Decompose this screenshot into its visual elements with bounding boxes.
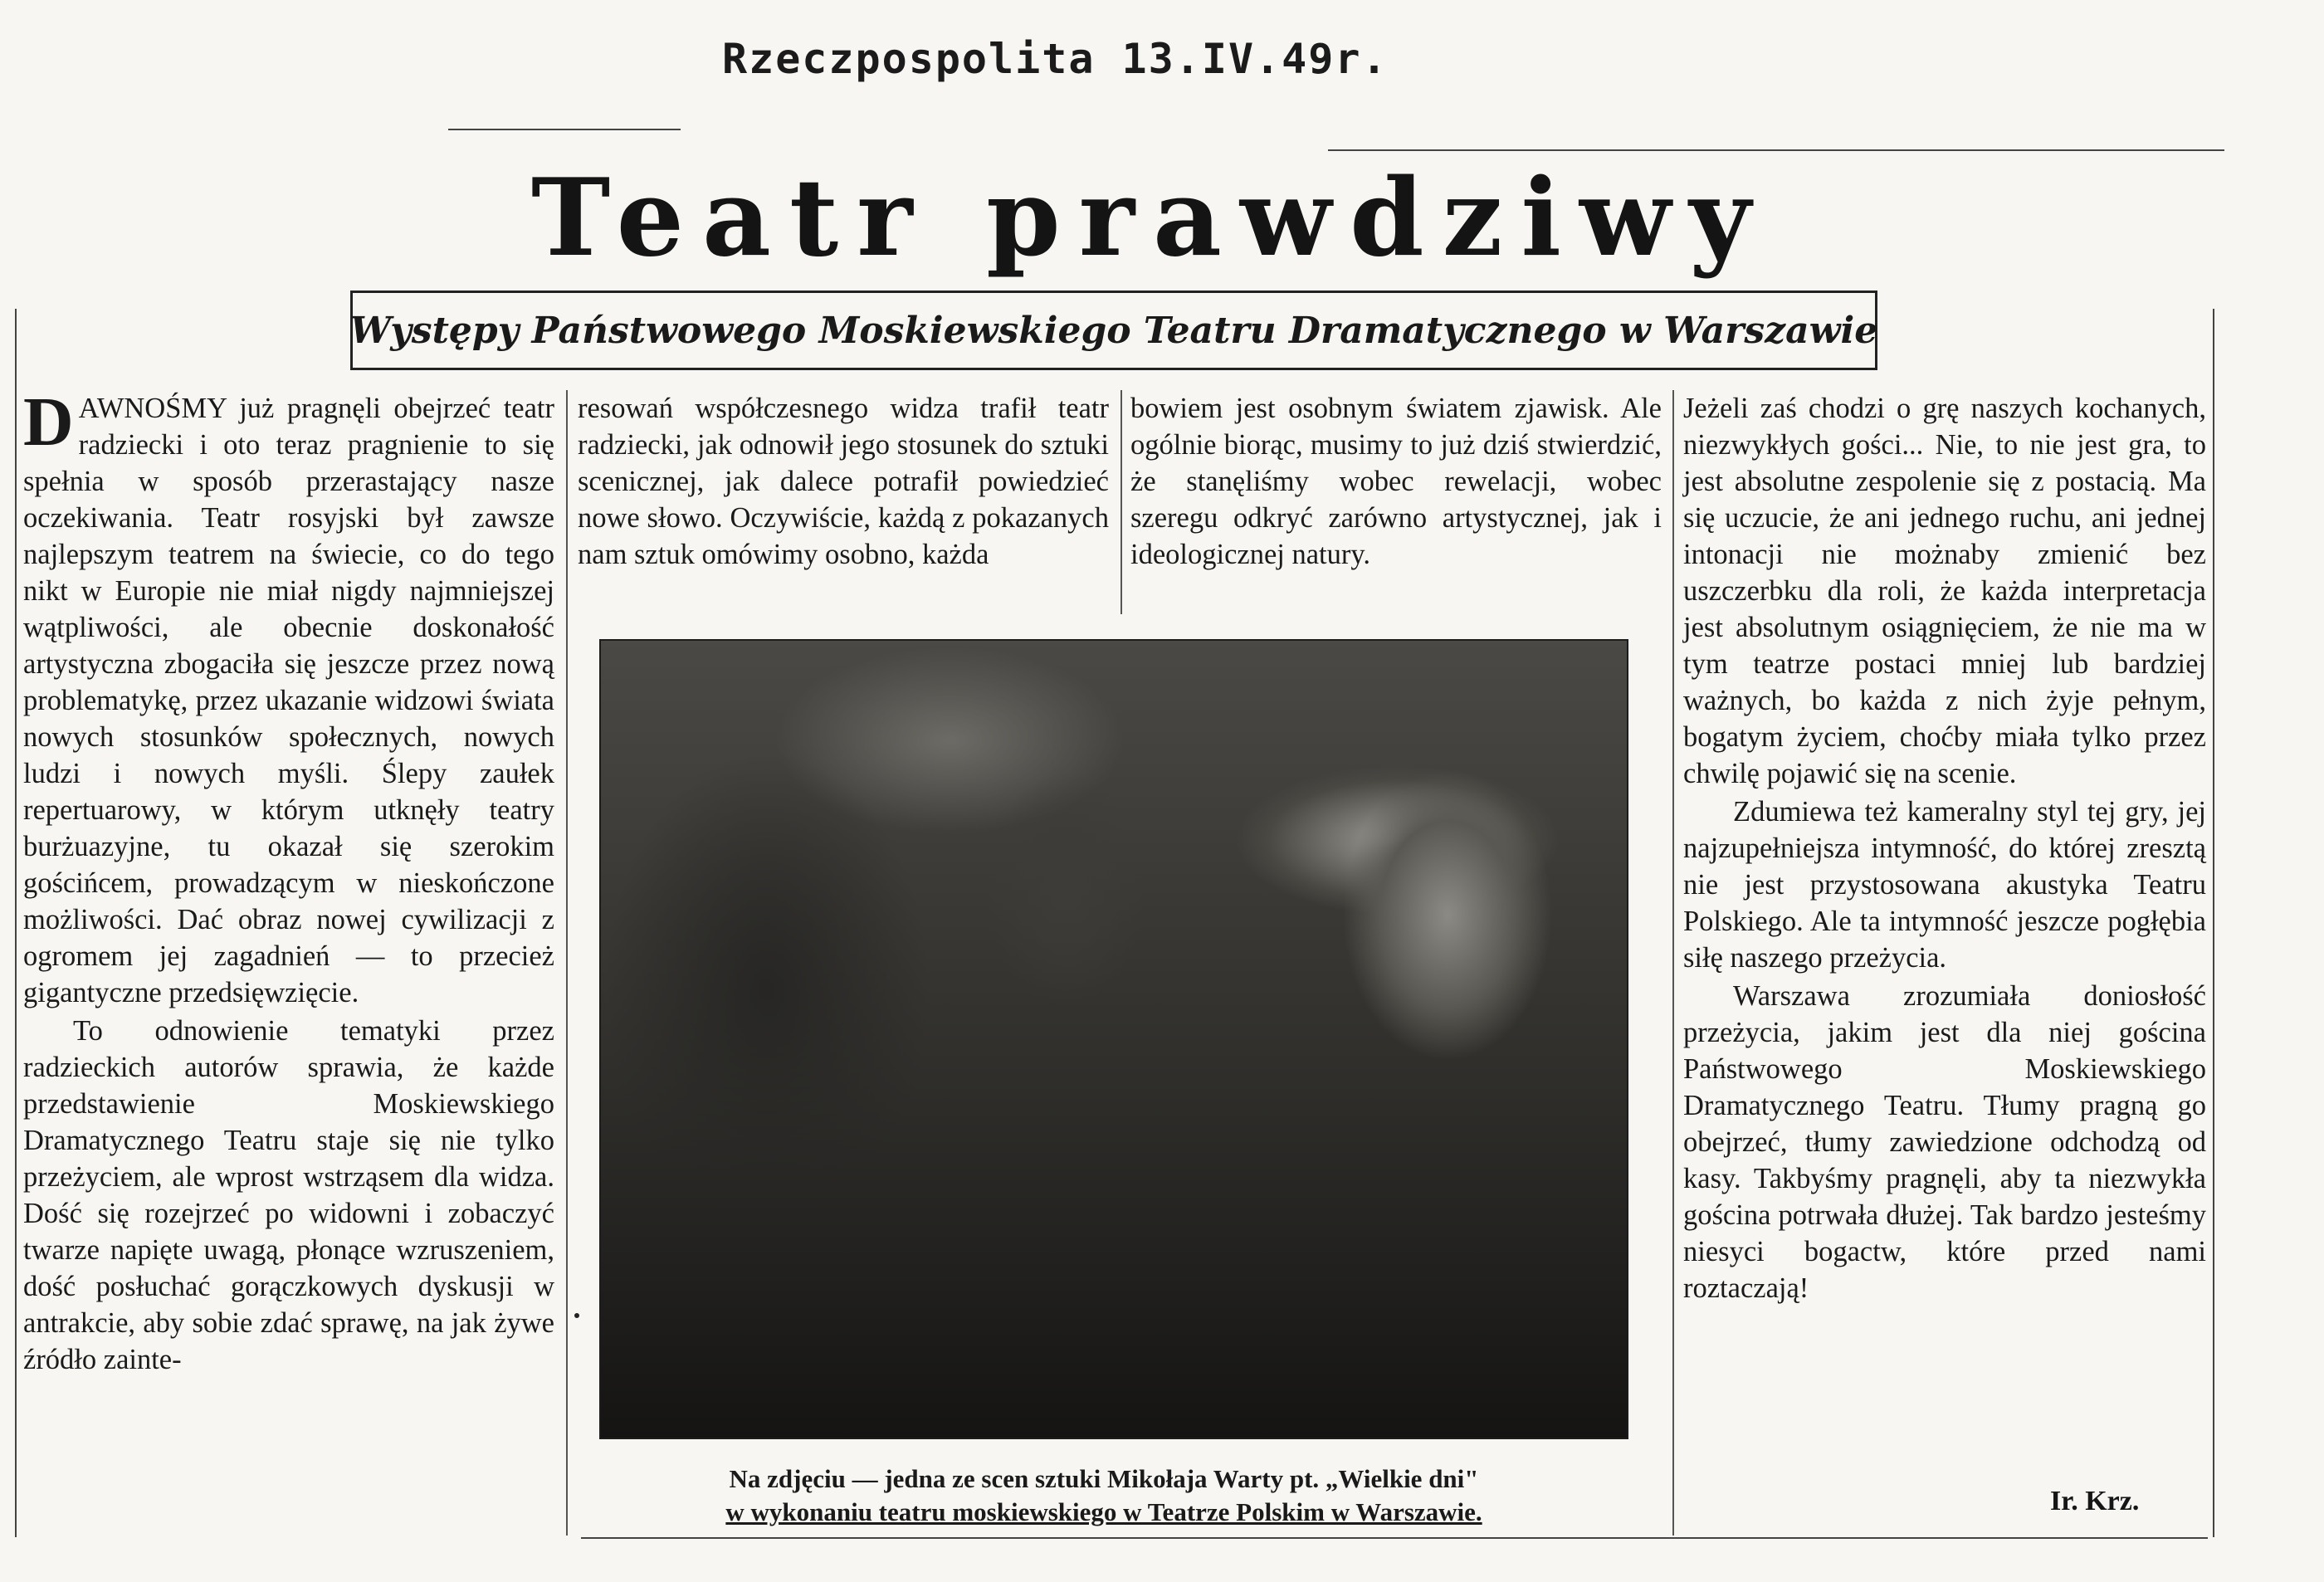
- caption-line-2: w wykonaniu teatru moskiewskiego w Teatrze Polskim w Warszawie.: [725, 1497, 1482, 1526]
- drop-cap: D: [23, 383, 74, 461]
- col1-paragraph-2: To odnowienie tematyki przez radzieckich autorów sprawia, że każde przedstawienie Moskiewskiego Dramatycznego Teatru staje się nie tylko przeżyciem, ale wprost wstrząsem dla widza. Dość się rozejrzeć po widowni i zobaczyć twarze napięte uwagą, płonące wzruszeniem, dość posłuchać gorączkowych dyskusji w antrakcie, aby sobie zdać sprawę, na jak żywe źródło zainte-: [23, 1015, 554, 1375]
- column-2: [578, 390, 1109, 573]
- col3-paragraph: bowiem jest osobnym światem zjawisk. Ale ogólnie biorąc, musimy to już dziś stwierdzić, że stanęliśmy wobec rewelacji, wobec szeregu odkryć zarówno artystycznej, jak i ideologicznej natury.: [1130, 393, 1662, 570]
- source-date-line: Rzeczpospolita 13.IV.49r.: [722, 35, 1389, 83]
- col4-paragraph-1: Jeżeli zaś chodzi o grę naszych kochanych, niezwykłych gości... Nie, to nie jest gra, to jest absolutne zespolenie się z postacią. Ma się uczucie, że ani jednego ruchu, ani jednej intonacji nie możnaby zmienić bez uszczerbku dla roli, że każda interpretacja jest absolutnym osiągnięciem, że nie ma w tym teatrze postaci mniej lub bardziej ważnych, bo każda z nich żyje pełnym, bogatym życiem, choćby miała tylko przez chwilę pojawić się na scenie.: [1683, 393, 2206, 789]
- photo-edge-dot: [574, 1313, 579, 1318]
- column-4: [1683, 390, 2206, 1306]
- top-rule-left: [448, 129, 681, 130]
- column-rule-2: [1120, 390, 1122, 614]
- right-margin-rule: [2213, 309, 2214, 1537]
- col4-paragraph-2: Zdumiewa też kameralny styl tej gry, jej najzupełniejsza intymność, do której zresztą nie jest przystosowana akustyka Teatru Polskiego. Ale ta intymność jeszcze pogłębia siłę naszego przeżycia.: [1683, 796, 2206, 974]
- top-rule-right: [1328, 149, 2224, 151]
- caption-line-1: Na zdjęciu — jedna ze scen sztuki Mikołaja Warty pt. „Wielkie dni": [729, 1464, 1479, 1493]
- col1-paragraph-1: [23, 383, 554, 1011]
- left-margin-rule: [15, 309, 17, 1537]
- article-subtitle: Występy Państwowego Moskiewskiego Teatru Dramatycznego w Warszawie: [349, 309, 1878, 352]
- column-1: [23, 383, 554, 1378]
- article-headline: Teatr prawdziwy: [531, 156, 1770, 281]
- column-3: [1130, 390, 1662, 573]
- subtitle-box: [350, 291, 1877, 370]
- bottom-rule: [581, 1537, 2208, 1539]
- column-rule-1: [566, 390, 568, 1536]
- stage-photograph: [599, 639, 1628, 1439]
- col1-p1-text: AWNOŚMY już pragnęli obejrzeć teatr radziecki i oto teraz pragnienie to się spełnia w sposób przerastający nasze oczekiwania. Teatr rosyjski był zawsze najlepszym teatrem na świecie, co do tego nikt w Europie nie miał nigdy najmniejszej wątpliwości, ale obecnie doskonałość artystyczna zbogaciła się jeszcze przez nową problematykę, przez ukazanie widzowi świata nowych stosunków społecznych, nowych ludzi i nowych myśli. Ślepy zaułek repertuarowy, w którym utknęły teatry burżuazyjne, tu okazał się szerokim gościńcem, prowadzącym w nieskończone możliwości. Dać obraz nowej cywilizacji z ogromem jej zagadnień — to przecież gigantyczne przedsięwzięcie.: [23, 393, 554, 1008]
- col2-paragraph: resowań współczesnego widza trafił teatr radziecki, jak odnowił jego stosunek do sztuki scenicznej, jak dalece potrafił powiedzieć nowe słowo. Oczywiście, każdą z pokazanych nam sztuk omówimy osobno, każda: [578, 393, 1109, 570]
- photo-caption: [581, 1462, 1627, 1529]
- col4-paragraph-3: Warszawa zrozumiała doniosłość przeżycia, jakim jest dla niej gościna Państwowego Moskiewskiego Dramatycznego Teatru. Tłumy pragną go obejrzeć, tłumy zawiedzione odchodzą od kasy. Takbyśmy pragnęli, aby ta niezwykła gościna potrwała dłużej. Tak bardzo jesteśmy niesyci bogactw, które przed nami roztaczają!: [1683, 980, 2206, 1304]
- author-signature: Ir. Krz.: [2050, 1486, 2140, 1516]
- column-rule-3: [1672, 390, 1674, 1536]
